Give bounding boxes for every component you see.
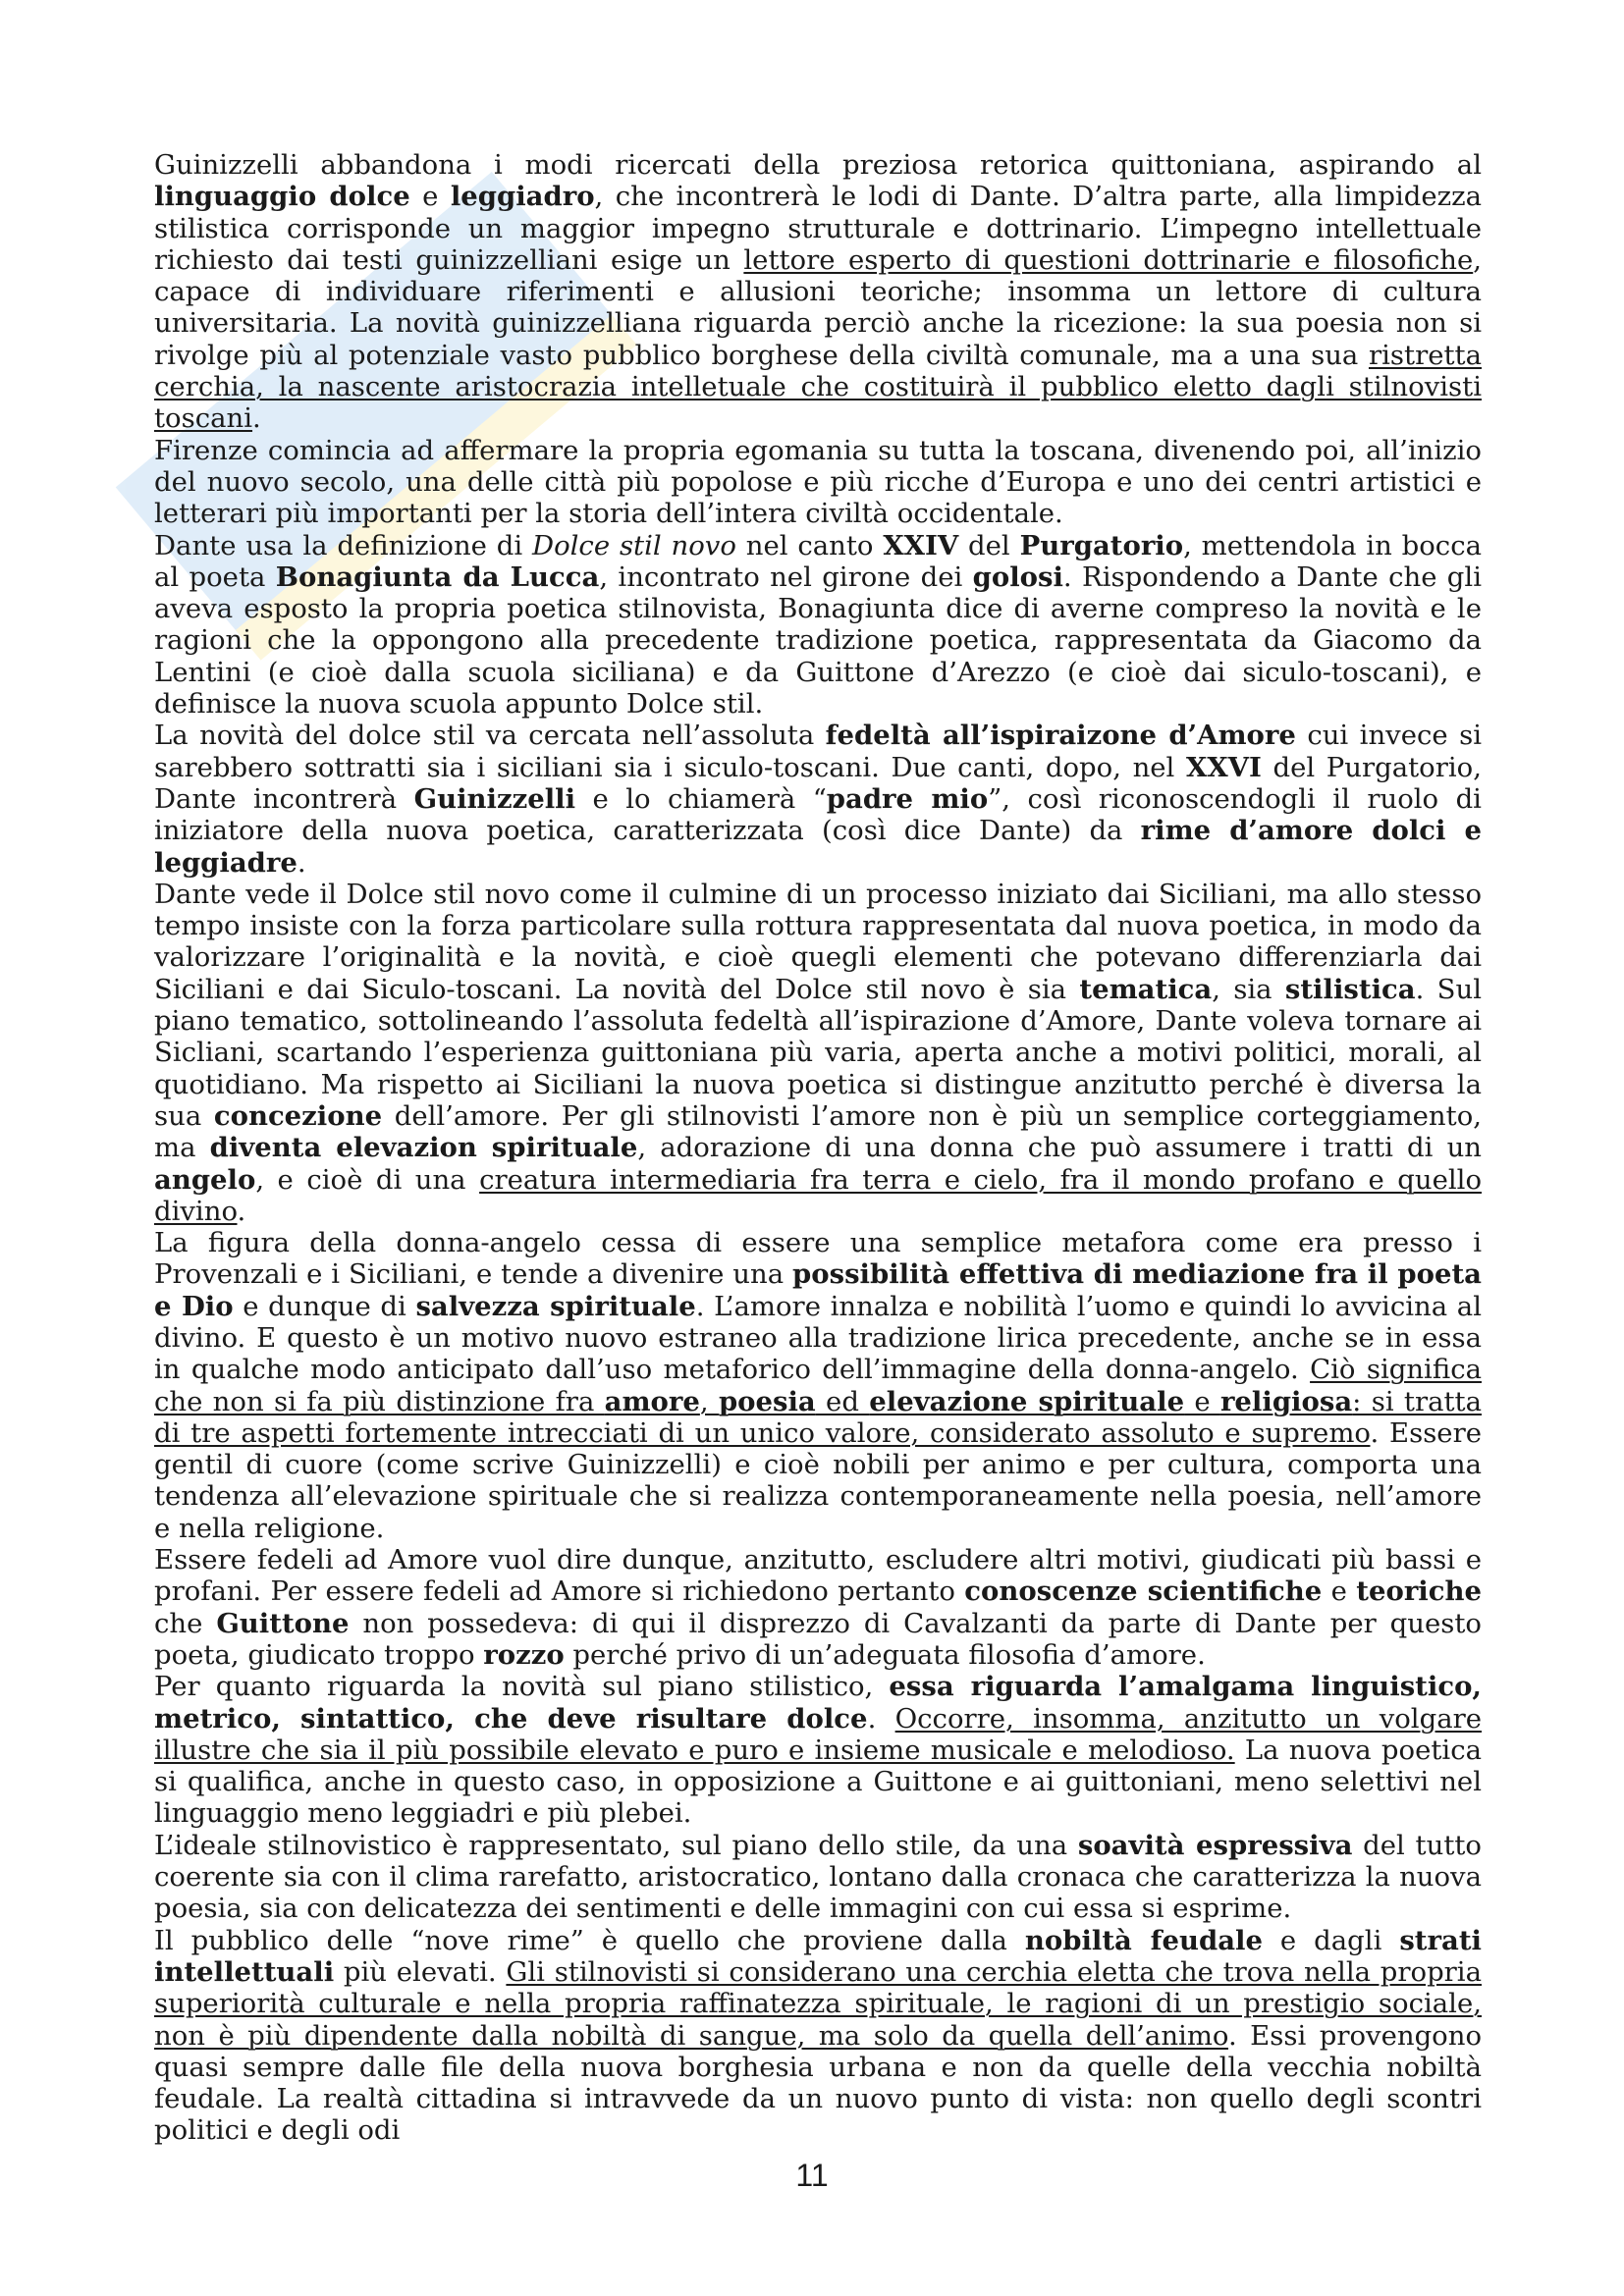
text-run: Essere fedeli ad Amore vuol dire dunque, anzitutto, escludere altri motivi, giudicati più bassi e profani. Per essere fedeli ad Amore si richiedono pertanto (154, 1544, 1482, 1608)
text-run: Purgatorio (1019, 529, 1184, 561)
text-run: rozzo (483, 1638, 565, 1671)
text-run: diventa elevazion spirituale (209, 1132, 638, 1164)
page-number: 11 (795, 2158, 829, 2193)
text-run: Per quanto riguarda la novità sul piano stilistico, (154, 1671, 890, 1703)
text-run: . (252, 402, 261, 435)
text-run: fedeltà all’ispiraizone d’Amore (825, 720, 1296, 752)
text-run: , sia (1212, 973, 1285, 1005)
text-run: rime d’amore dolci e leggiadre (154, 815, 1482, 879)
text-run: Ciò significa che non si fa più distinzione fra (154, 1354, 1482, 1417)
text-run: XXIV (883, 529, 959, 561)
paragraph (154, 530, 1482, 721)
text-run: strati intellettuali (154, 1924, 1482, 1988)
text-run: religiosa (1219, 1385, 1353, 1417)
paragraph (154, 1671, 1482, 1829)
text-run: nobiltà feudale (1024, 1924, 1263, 1956)
text-run: . Rispondendo a Dante che gli aveva esposto la propria poetica stilnovista, Bonagiunta dice di averne compreso la novità e le ragioni che la oppongono alla precedente tradizione poetica, rappresentata da Giacomo da Lentini (e cioè dalla scuola siciliana) e da Guittone d’Arezzo (e cioè dai siculo-toscani), e definisce la nuova scuola appunto Dolce stil. (154, 561, 1482, 721)
text-run: La novità del dolce stil va cercata nell’assoluta (154, 720, 826, 752)
text-run: , che incontrerà le lodi di Dante. D’altra parte, alla limpidezza stilistica corrisponde un maggior impegno strutturale e dottrinario. L’impegno intellettuale richiesto dai testi guinizzelliani esige un (154, 181, 1482, 276)
text-run: poesia (718, 1385, 816, 1417)
text-run: . Sul piano tematico, sottolineando l’assoluta fedeltà all’ispirazione d’Amore, Dante voleva tornare ai Sicliani, scartando l’esperienza guittoniana più varia, aperta anche a motivi politici, morali, al quotidiano. Ma rispetto ai Siciliani la nuova poetica si distingue anzitutto perché è diversa la sua (154, 973, 1483, 1132)
paragraph (154, 149, 1482, 435)
text-run: . (297, 846, 306, 879)
text-run: amore (604, 1385, 700, 1417)
text-run: teoriche (1356, 1575, 1482, 1608)
text-run: : si tratta di tre aspetti fortemente intrecciati di un unico valore, considerato assoluto e supremo (154, 1385, 1482, 1449)
text-run: ristretta cerchia, la nascente aristocrazia intelletuale che costituirà il pubblico eletto dagli stilnovisti toscani (154, 339, 1482, 435)
text-run: del (958, 529, 1020, 561)
text-run: Dolce stil novo (532, 529, 736, 561)
text-run: elevazione spirituale (869, 1385, 1185, 1417)
text-run: leggiadro (450, 181, 595, 213)
text-run: , adorazione di una donna che può assumere i tratti di un (637, 1132, 1482, 1164)
paragraph (154, 1544, 1482, 1671)
text-run: La figura della donna-angelo cessa di essere una semplice metafora come era presso i Provenzali e i Siciliani, e tende a divenire una (154, 1227, 1482, 1291)
text-run: , capace di individuare riferimenti e allusioni teoriche; insomma un lettore di cultura universitaria. La novità guinizzelliana riguarda perciò anche la ricezione: la sua poesia non si rivolge più al potenziale vasto pubblico borghese della civiltà comunale, ma a una sua (154, 243, 1482, 371)
text-run: possibilità effettiva di mediazione fra il poeta e Dio (154, 1258, 1482, 1322)
text-run: padre mio (826, 782, 989, 815)
text-run: creatura intermediaria fra terra e cielo, fra il mondo profano e quello divino (154, 1163, 1482, 1227)
text-run: stilistica (1284, 973, 1416, 1005)
text-run: Gli stilnovisti si considerano una cerchia eletta che trova nella propria superiorità culturale e nella propria raffinatezza spirituale, le ragioni di un prestigio sociale, non è più dipendente dalla nobiltà di sangue, ma solo da quella dell’animo (154, 1955, 1483, 2052)
text-run: del tutto coerente sia con il clima rarefatto, aristocratico, lontano dalla cronaca che caratterizza la nuova poesia, sia con delicatezza dei sentimenti e delle immagini con cui essa si esprime. (154, 1829, 1482, 1925)
text-run: golosi (972, 561, 1063, 593)
text-run: angelo (154, 1163, 256, 1196)
text-run: . (237, 1195, 246, 1227)
text-run: soavità espressiva (1077, 1829, 1353, 1861)
paragraph (154, 720, 1482, 878)
paragraph (154, 879, 1482, 1227)
text-run: non possedeva: di qui il disprezzo di Cavalzanti da parte di Dante per questo poeta, giudicato troppo (154, 1607, 1482, 1671)
text-run: lettore esperto di questioni dottrinarie e filosofiche (743, 243, 1474, 276)
text-run: tematica (1079, 973, 1213, 1005)
document-body (154, 149, 1482, 2147)
text-run: linguaggio dolce (154, 181, 410, 213)
text-run: e dagli (1262, 1924, 1400, 1956)
text-run: salvezza spirituale (415, 1290, 696, 1322)
text-run: conoscenze scientifiche (964, 1575, 1323, 1608)
text-run: La nuova poetica si qualifica, anche in questo caso, in opposizione a Guittone e ai guittoniani, meno selettivi nel linguaggio meno leggiadri e più plebei. (154, 1734, 1482, 1830)
text-run: Firenze comincia ad affermare la propria egomania su tutta la toscana, divenendo poi, all’inizio del nuovo secolo, una delle città più popolose e più ricche d’Europa e uno dei centri artistici e letterari più importanti per la storia dell’intera civiltà occidentale. (154, 434, 1482, 530)
text-run: L’ideale stilnovistico è rappresentato, sul piano dello stile, da una (154, 1829, 1078, 1861)
text-run: Dante vede il Dolce stil novo come il culmine di un processo iniziato dai Siciliani, ma allo stesso tempo insiste con la forza particolare sulla rottura rappresentata dal nuova poetica, in modo da valorizzare l’originalità e la novità, e cioè quegli elementi che potevano differenziarla dai Siciliani e dai Siculo-toscani. La novità del Dolce stil novo è sia (154, 878, 1482, 1005)
text-run: dell’amore. Per gli stilnovisti l’amore non è più un semplice corteggiamento, ma (154, 1099, 1482, 1164)
text-run: più elevati. (334, 1955, 507, 1988)
text-run: concezione (213, 1099, 383, 1132)
text-run: . Essere gentil di cuore (come scrive Guinizzelli) e cioè nobili per animo e per cultura, comporta una tendenza all’elevazione spirituale che si realizza contemporaneamente nella poesia, nell’amore e nella religione. (154, 1416, 1482, 1544)
paragraph (154, 1227, 1482, 1544)
text-run: Guinizzelli (413, 782, 576, 815)
text-run: Dante usa la definizione di (154, 529, 533, 561)
paragraph (154, 1830, 1482, 1925)
text-run: . (867, 1702, 895, 1735)
paragraph (154, 435, 1482, 530)
text-run: XXVI (1185, 751, 1262, 783)
text-run: nel canto (735, 529, 884, 561)
text-run: cui invece si sarebbero sottratti sia i siciliani sia i siculo-toscani. Due canti, dopo, nel (154, 720, 1482, 783)
text-run: e lo chiamerà “ (575, 782, 827, 815)
text-run: Guittone (216, 1607, 350, 1639)
text-run: e (1184, 1385, 1220, 1417)
text-run: e (409, 181, 451, 213)
text-run: che (154, 1607, 217, 1639)
text-run: e dunque di (233, 1290, 416, 1322)
text-run: essa riguarda l’amalgama linguistico, metrico, sintattico, che deve risultare dolce (154, 1671, 1482, 1735)
text-run: Guinizzelli abbandona i modi ricercati della preziosa retorica quittoniana, aspirando al (154, 149, 1482, 181)
text-run: ”, così riconoscendogli il ruolo di iniziatore della nuova poetica, caratterizzata (così dice Dante) da (154, 782, 1482, 847)
text-run: , mettendola in bocca al poeta (154, 529, 1483, 593)
text-run: Il pubblico delle “nove rime” è quello che proviene dalla (154, 1924, 1025, 1956)
text-run: , incontrato nel girone dei (599, 561, 973, 593)
text-run: Bonagiunta da Lucca (275, 561, 600, 593)
text-run: perché privo di un’adeguata filosofia d’amore. (564, 1638, 1206, 1671)
paragraph (154, 1925, 1482, 2147)
text-run: Occorre, insomma, anzitutto un volgare illustre che sia il più possibile elevato e puro e insieme musicale e melodioso. (154, 1702, 1483, 1766)
text-run: , (699, 1385, 719, 1417)
text-run: del Purgatorio, Dante incontrerà (154, 751, 1482, 815)
text-run: ed (815, 1385, 870, 1417)
text-run: . L’amore innalza e nobilità l’uomo e quindi lo avvicina al divino. E questo è un motivo nuovo estraneo alla tradizione lirica precedente, anche se in essa in qualche modo anticipato dall’uso metaforico dell’immagine della donna-angelo. (154, 1290, 1482, 1386)
text-run: , e cioè di una (255, 1163, 480, 1196)
text-run: . Essi provengono quasi sempre dalle file della nuova borghesia urbana e non da quelle della vecchia nobiltà feudale. La realtà cittadina si intravvede da un nuovo punto di vista: non quello degli scontri politici e degli odi (154, 2019, 1482, 2147)
text-run: e (1322, 1575, 1357, 1608)
